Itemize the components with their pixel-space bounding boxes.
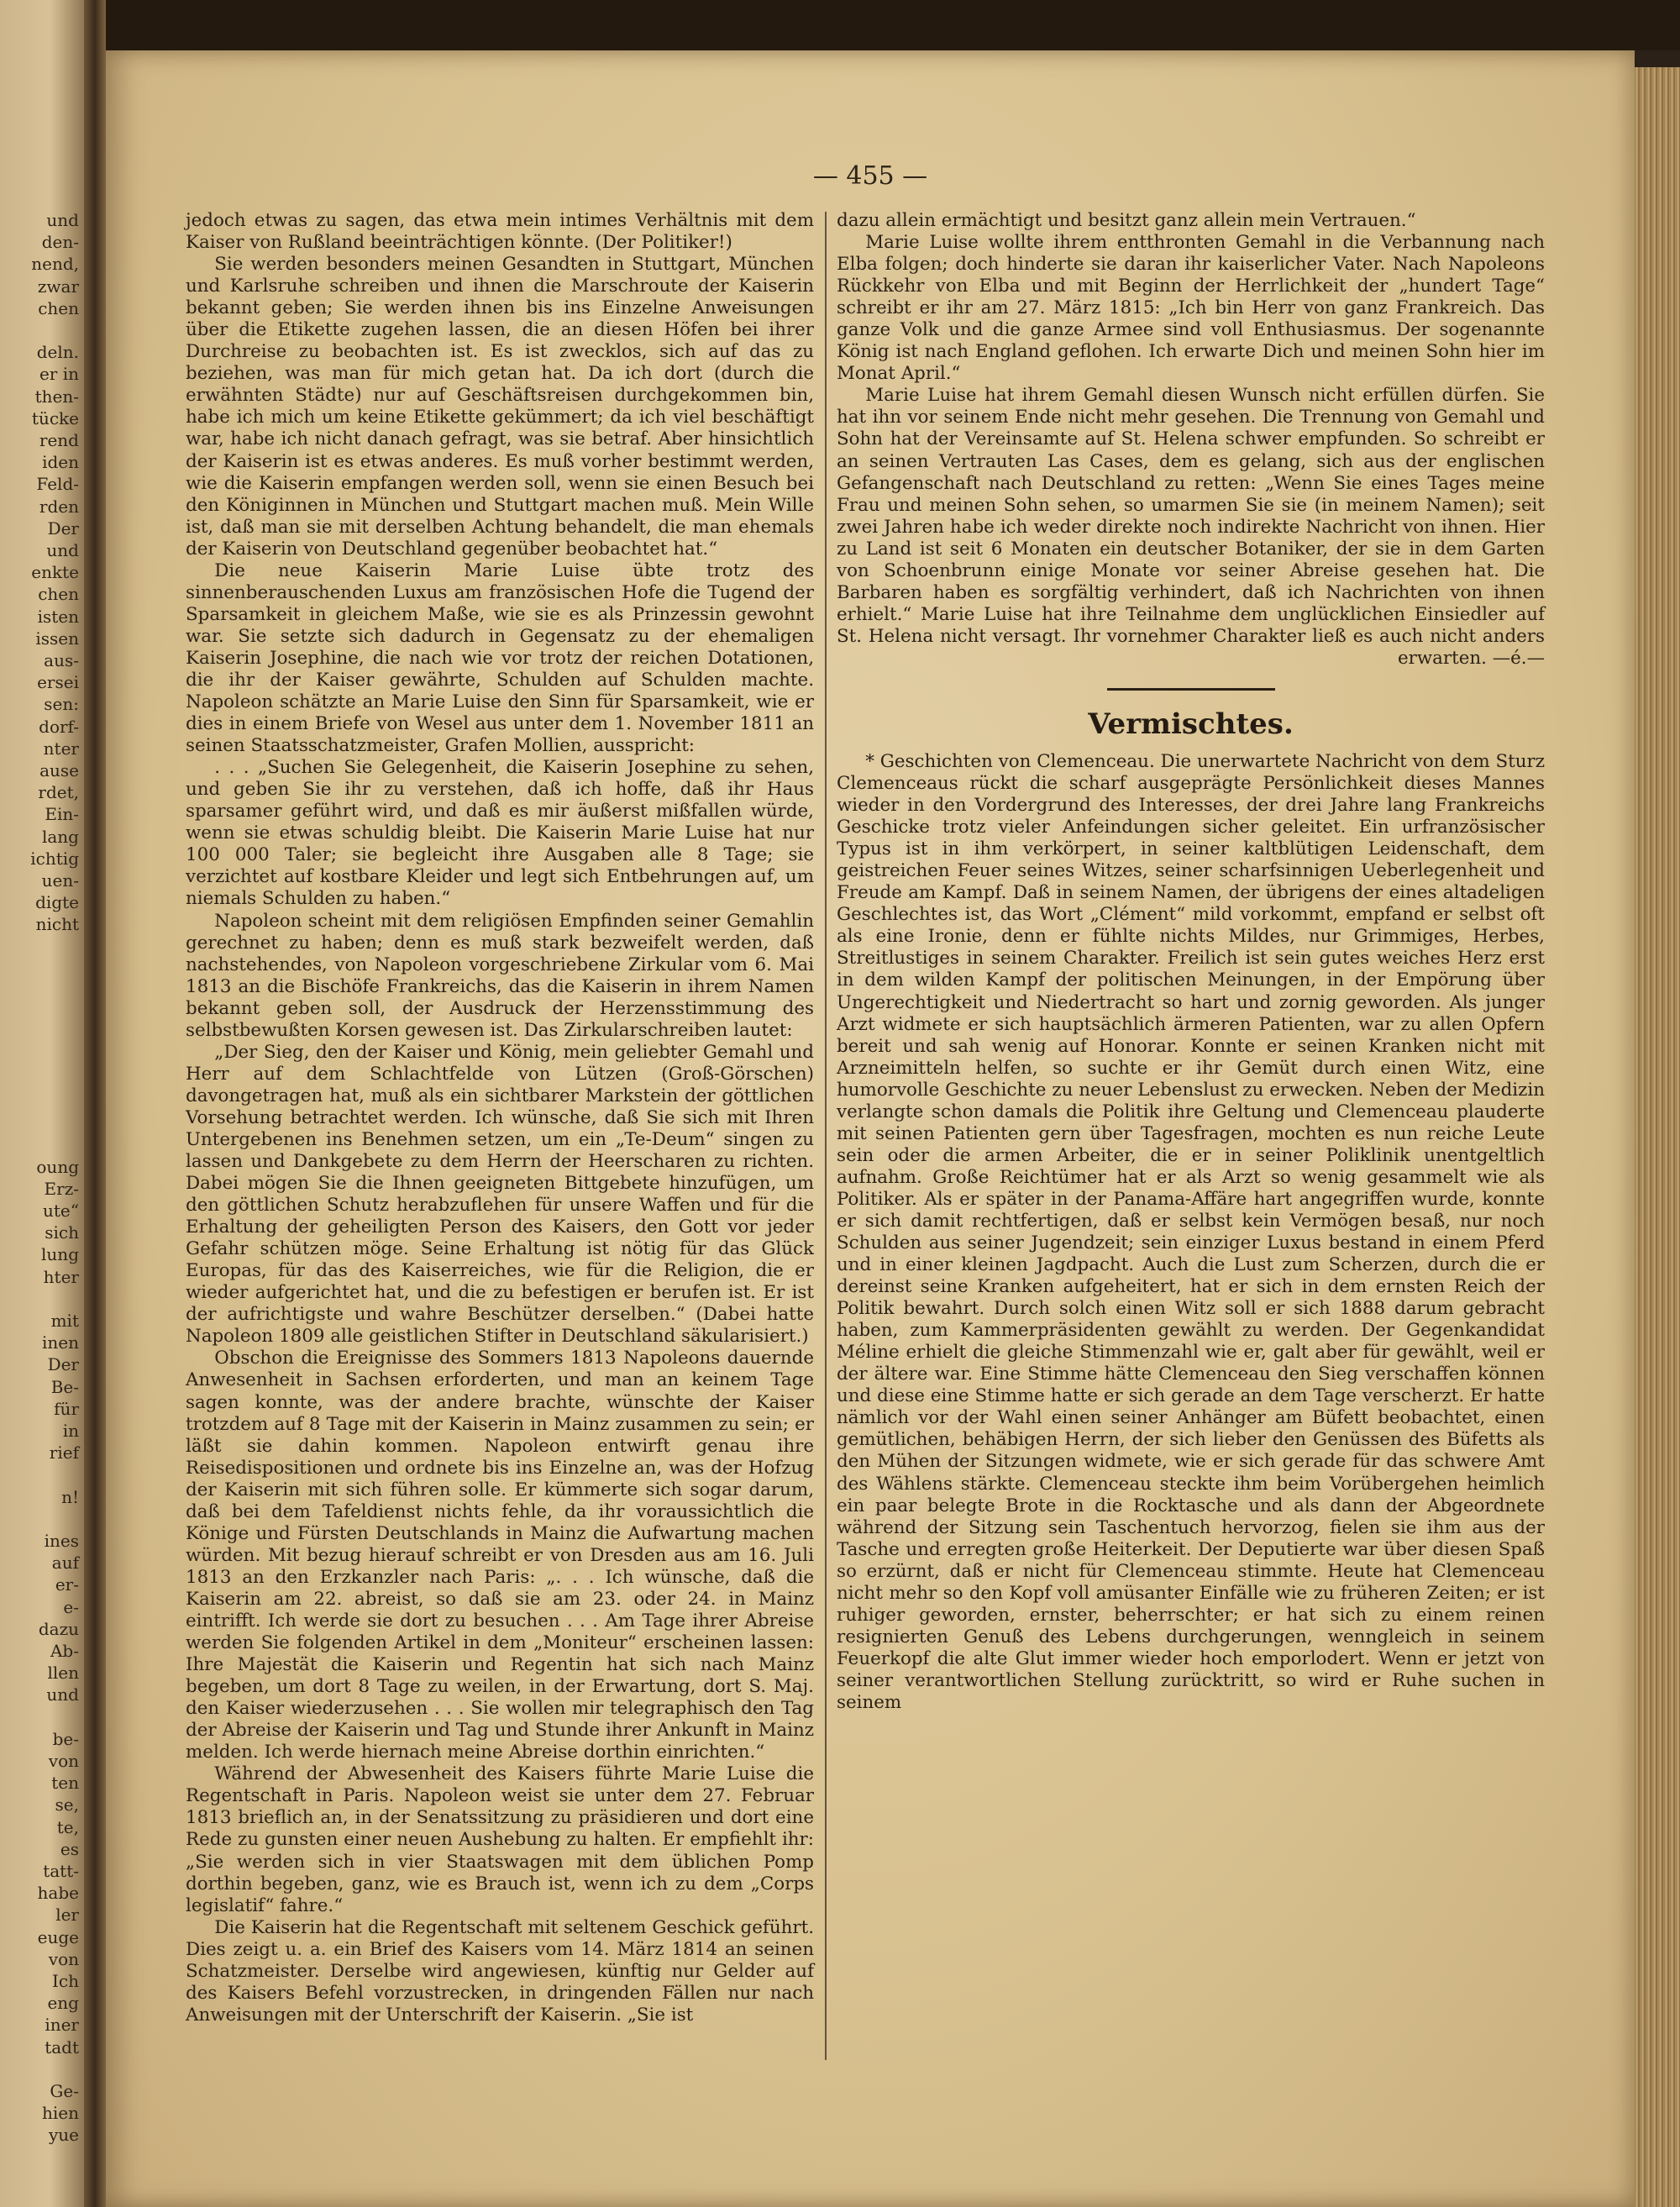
right-column-continuation	[837, 210, 1545, 670]
previous-page-text-fragment: Feld-	[36, 474, 79, 495]
previous-page-text-fragment: iner	[45, 2015, 79, 2036]
previous-page-text-fragment: für	[54, 1398, 79, 1419]
previous-page-text-fragment: chen	[38, 297, 79, 318]
previous-page-text-fragment: enkte	[31, 562, 79, 583]
previous-page-text-fragment: rdet,	[38, 782, 79, 803]
previous-page-text-fragment: ler	[55, 1905, 79, 1926]
previous-page-text-fragment: ines	[44, 1531, 79, 1551]
previous-page-text-fragment: Ab-	[50, 1641, 79, 1661]
clemenceau-article	[837, 751, 1545, 1714]
previous-page-text-fragment: lang	[41, 826, 79, 847]
previous-page-text-fragment: digte	[35, 892, 79, 913]
previous-page-text-fragment: dorf-	[39, 716, 79, 737]
previous-page-text-fragment: rief	[49, 1442, 79, 1463]
previous-page-text-fragment: ten	[51, 1773, 79, 1794]
page	[106, 50, 1635, 2207]
previous-page-text-fragment: tatt-	[43, 1861, 79, 1881]
previous-page-fragment	[0, 0, 84, 2207]
paragraph: „Der Sieg, den der Kaiser und König, mein geliebter Gemahl und Herr auf dem Schlachtfelde von Lützen (Groß-Görschen) davongetragen hat, muß als ein sichtbarer Markstein der göttlichen Vorsehung betrachtet werden. Ich wünsche, daß Sie sich mit Ihren Untergebenen ins Benehmen setzen, um ein „Te-Deum“ singen zu lassen und Dankgebete zu dem Herrn der Heerscharen zu richten. Dabei mögen Sie die Ihnen geeigneten Bittgebete hinzufügen, um den göttlichen Schutz herabzuflehen für unsere Waffen und für die Erhaltung der geheiligten Person des Kaisers, den Gott vor jeder Gefahr schützen möge. Seine Erhaltung ist nötig für das Glück Europas, für das des Kaiserreiches, wie für die Religion, die er wieder aufgerichtet hat, und die zu befestigen er berufen ist. Er ist der aufrichtigste und wahre Beschützer derselben.“ (Dabei hatte Napoleon 1809 alle geistlichen Stifter in Deutschland säkularisiert.)	[186, 1041, 814, 1348]
previous-page-text-fragment: es	[60, 1838, 79, 1859]
previous-page-text-fragment: Be-	[50, 1376, 79, 1397]
previous-page-text-fragment: und	[46, 1684, 79, 1705]
left-column	[186, 210, 814, 2026]
previous-page-text-fragment: hien	[42, 2103, 79, 2124]
previous-page-text-fragment: sich	[45, 1222, 79, 1243]
previous-page-text-fragment: inen	[42, 1332, 79, 1353]
paragraph: jedoch etwas zu sagen, das etwa mein intimes Verhältnis mit dem Kaiser von Rußland beeinträchtigen könnte. (Der Politiker!)	[186, 210, 814, 254]
previous-page-text-fragment: tadt	[45, 2036, 79, 2057]
previous-page-text-fragment: e-	[63, 1596, 79, 1617]
previous-page-text-fragment: yue	[48, 2125, 79, 2146]
previous-page-text-fragment: nicht	[35, 914, 79, 935]
previous-page-text-fragment: be-	[52, 1728, 79, 1749]
previous-page-text-fragment: Ich	[52, 1971, 79, 1991]
paragraph: Napoleon scheint mit dem religiösen Empfinden seiner Gemahlin gerechnet zu haben; denn es muß stark bezweifelt werden, daß nachstehendes, von Napoleon vorgeschriebene Zirkular vom 6. Mai 1813 an die Bischöfe Frankreichs, das die Kaiserin in ihrem Namen bekannt geben soll, der Ausdruck der Herzensstimmung des selbstbewußten Korsen gewesen ist. Das Zirkularschreiben lautet:	[186, 910, 814, 1041]
previous-page-text-fragment: chen	[38, 584, 79, 605]
paragraph: * Geschichten von Clemenceau. Die unerwartete Nachricht von dem Sturz Clemenceaus rückt die scharf ausgeprägte Persönlichkeit dieses Mannes wieder in den Vordergrund des Interesses, der drei Jahre lang Frankreichs Geschicke trotz vieler Anfeindungen sicher geleitet. Ein urfranzösischer Typus ist in ihm verkörpert, in seiner kaltblütigen Leidenschaft, dem geistreichen Feuer seines Witzes, seiner scharfsinnigen Ueberlegenheit und Freude am Kampf. Daß in seinem Namen, der übrigens der eines altadeligen Geschlechtes ist, das Wort „Clément“ mild vorkommt, empfand er selbst oft als eine Ironie, denn er fühlte nichts Mildes, nur Grimmiges, Herbes, Streitlustiges in seinem Charakter. Freilich ist sein gutes weiches Herz erst in dem wilden Kampf der politischen Meinungen, in der Empörung über Ungerechtigkeit und Niedertracht so hart und zornig geworden. Als junger Arzt widmete er sich hauptsächlich ärmeren Patienten, war zu allen Opfern bereit und sah wenig auf Honorar. Konnte er seinen Kranken nicht mit Arzneimitteln helfen, so suchte er ihr Gemüt durch einen Witz, eine humorvolle Geschichte zu neuer Lebenslust zu erwecken. Neben der Medizin verlangte schon damals die Politik ihre Geltung und Clemenceau plauderte mit seinen Patienten gern über Tagesfragen, mochten es nun reiche Leute sein oder die armen Arbeiter, die er in seiner Poliklinik unentgeltlich aufnahm. Große Reichtümer hat er als Arzt so wenig gesammelt wie als Politiker. Als er später in der Panama-Affäre hart angegriffen wurde, konnte er sich damit rechtfertigen, daß er selbst kein Vermögen besaß, nur noch Schulden aus seiner Jugendzeit; sein einziger Luxus bestand in einem Pferd und in einer kleinen Jagdpacht. Auch die Lust zum Scherzen, durch die er dereinst seine Kranken aufgeheitert, hat er sich in dem ernsten Reich der Politik bewahrt. Durch solch einen Witz soll er sich 1888 darum gebracht haben, zum Kammerpräsidenten gewählt zu werden. Der Gegenkandidat Méline erhielt die gleiche Stimmenzahl wie er, galt aber für gewählt, weil er der ältere war. Eine Stimme hätte Clemenceau den Sieg verschaffen können und diese eine Stimme hatte er sich gerade an dem Tage verscherzt. Er hatte nämlich vor der Wahl einen seiner Anhänger am Büfett beobachtet, einen gemütlichen, behäbigen Herrn, der sich lieber den Genüssen des Büfetts als den Mühen der Sitzungen widmete, wie er sich gerade für das schwere Amt des Wählens stärkte. Clemenceau steckte ihm beim Vorübergehen heimlich ein paar belegte Brote in die Rocktasche und als dann der Abgeordnete während der Sitzung sein Taschentuch hervorzog, fielen sie ihm aus der Tasche und erregten große Heiterkeit. Der Deputierte war über diesen Spaß so erzürnt, daß er nicht für Clemenceau stimmte. Heute hat Clemenceau nicht mehr so den Kopf voll amüsanter Einfälle wie zu früheren Zeiten; er ist ruhiger geworden, ernster, beherrschter; er hat sich zu einem reinen resignierten Genuß des Lebens durchgerungen, wenngleich in seinem Feuerkopf die alte Glut immer wieder hoch emporlodert. Wenn er jetzt von seiner verantwortlichen Stellung zurücktritt, so wird er Ruhe suchen in seinem	[837, 750, 1545, 1713]
previous-page-text-fragment: n!	[61, 1486, 79, 1507]
previous-page-text-fragment: then-	[34, 386, 79, 407]
previous-page-text-fragment: uen-	[41, 870, 79, 891]
previous-page-text-fragment: lung	[41, 1244, 79, 1265]
previous-page-text-fragment: er-	[55, 1574, 79, 1595]
previous-page-text-fragment: sen:	[44, 694, 79, 715]
previous-page-text-fragment: ichtig	[30, 848, 79, 869]
previous-page-text-fragment: und	[46, 540, 79, 560]
previous-page-text-fragment: ute“	[43, 1201, 79, 1221]
previous-page-text-fragment: llen	[47, 1663, 79, 1684]
previous-page-text-fragment: den-	[41, 232, 79, 253]
previous-page-text-fragment: euge	[37, 1926, 79, 1947]
previous-page-text-fragment: habe	[37, 1883, 79, 1904]
previous-page-text-fragment: iden	[42, 452, 79, 473]
previous-page-text-fragment: von	[48, 1751, 79, 1771]
previous-page-text-fragment: aus-	[44, 650, 79, 670]
previous-page-text-fragment: und	[46, 210, 79, 230]
previous-page-text-fragment: Der	[47, 518, 79, 539]
book-gutter	[84, 0, 106, 2207]
previous-page-text-fragment: te,	[56, 1816, 79, 1837]
paragraph: Die Kaiserin hat die Regentschaft mit seltenem Geschick geführt. Dies zeigt u. a. ein Brief des Kaisers vom 14. März 1814 an seinen Schatzmeister. Derselbe wird angewiesen, künftig nur Gelder auf des Kaisers Befehl vorzustrecken, in dringenden Fällen nur nach Anweisungen mit der Unterschrift der Kaiserin. „Sie ist	[186, 1916, 814, 2026]
paragraph: dazu allein ermächtigt und besitzt ganz allein mein Vertrauen.“	[837, 210, 1416, 231]
previous-page-text-fragment: zwar	[37, 276, 79, 297]
previous-page-text-fragment: ause	[39, 760, 79, 780]
previous-page-text-fragment: rden	[39, 496, 79, 517]
previous-page-text-fragment: nter	[43, 738, 79, 759]
paragraph: Sie werden besonders meinen Gesandten in Stuttgart, München und Karlsruhe schreiben und ihnen die Marschroute der Kaiserin bekannt geben; Sie werden ihnen bis ins Einzelne Anweisungen über die Etikette zugehen lassen, die an diesen Höfen bei ihrer Durchreise zu beobachten ist. Es ist zwecklos, sich auf das zu beziehen, was man für mich getan hat. Da ich dort (durch die erwähnten Städte) nur auf Geschäftsreisen durchgekommen bin, habe ich mich um keine Etikette gekümmert; da ich viel beschäftigt war, habe ich nicht danach gefragt, was sie betraf. Aber hinsichtlich der Kaiserin ist es etwas anderes. Es muß vorher bestimmt werden, wie die Kaiserin empfangen werden soll, wenn sie einen Besuch bei den Königinnen in München und Stuttgart machen muß. Mein Wille ist, daß man sie mit derselben Achtung behandelt, die man ehemals der Kaiserin von Deutschland gegenüber beobachtet hat.“	[186, 254, 814, 560]
previous-page-text-fragment: isten	[37, 606, 79, 627]
previous-page-text-fragment: in	[62, 1421, 79, 1441]
previous-page-text-fragment: deln.	[36, 342, 79, 363]
previous-page-text-fragment: nend,	[31, 254, 79, 275]
page-block-edges	[1635, 67, 1680, 2207]
paragraph: Obschon die Ereignisse des Sommers 1813 Napoleons dauernde Anwesenheit in Sachsen erforderten, und man an keinem Tage sagen konnte, was der andere brachte, wünschte der Kaiser trotzdem auf 8 Tage mit der Kaiserin in Mainz zusammen zu sein; er läßt sie dahin kommen. Napoleon entwirft genau ihre Reisedispositionen und ordnete bis ins Einzelne an, was der Hofzug der Kaiserin mit sich führen solle. Er kümmerte sich sogar darum, daß bei dem Tafeldienst nichts fehle, da ihr voraussichtlich die Könige und Fürsten Deutschlands in Mainz die Aufwartung machen würden. Mit bezug hierauf schreibt er von Dresden aus am 16. Juli 1813 an den Erzkanzler nach Paris: „. . . Ich wünsche, daß die Kaiserin am 22. abreist, so daß sie am 23. oder 24. in Mainz eintrifft. Ich werde sie dort zu besuchen . . . Am Tage ihrer Abreise werden Sie folgenden Artikel in dem „Moniteur“ erscheinen lassen: Ihre Majestät die Kaiserin und Regentin hat sich nach Mainz begeben, um dort 8 Tage zu weilen, in der Erwartung, dort S. Maj. den Kaiser wiederzusehen . . . Sie wollen mir telegraphisch den Tag der Abreise der Kaiserin und Tag und Stunde ihrer Ankunft in Mainz melden. Ich werde hiernach meine Abreise dorthin einrichten.“	[186, 1348, 814, 1763]
previous-page-text-fragment: auf	[51, 1553, 79, 1574]
previous-page-text-fragment: oung	[36, 1156, 79, 1177]
previous-page-text-fragment: se,	[55, 1795, 79, 1816]
previous-page-text-fragment: Der	[47, 1354, 79, 1375]
section-title: Vermischtes.	[1088, 707, 1294, 741]
previous-page-text-fragment: Erz-	[44, 1178, 79, 1199]
previous-page-text-fragment: ersei	[37, 672, 79, 693]
scan-background-top	[106, 0, 1680, 50]
paragraph: Marie Luise hat ihrem Gemahl diesen Wunsch nicht erfüllen dürfen. Sie hat ihn vor seinem Ende nicht mehr gesehen. Die Trennung von Gemahl und Sohn hat der Vereinsamte auf St. Helena schwer empfunden. So schreibt er an seinen Vertrauten Las Cases, dem es gelang, sich aus der englischen Gefangenschaft nach Deutschland zu retten: „Wenn Sie eines Tages meine Frau und meinen Sohn sehen, so umarmen Sie sie (in meinem Namen); seit zwei Jahren habe ich weder direkte noch indirekte Nachricht von ihnen. Hier zu Land ist seit 6 Monaten ein deutscher Botaniker, der sie in dem Garten von Schoenbrunn einige Monate vor seiner Abreise gesehen hat. Die Barbaren haben es sorgfältig verhindert, daß ich Nachrichten von ihnen erhielt.“ Marie Luise hat ihre Teilnahme dem unglücklichen Einsiedler auf St. Helena nicht versagt. Ihr vornehmer Charakter ließ es auch nicht anders erwarten. —é.—	[837, 385, 1545, 669]
previous-page-text-fragment: hter	[43, 1266, 79, 1287]
previous-page-text-fragment: er in	[39, 364, 79, 385]
paragraph: Die neue Kaiserin Marie Luise übte trotz des sinnenberauschenden Luxus am französischen Hofe die Tugend der Sparsamkeit in gleichem Maße, wie sie es als Prinzessin gewohnt war. Sie setzte sich dadurch in Gegensatz zu der ehemaligen Kaiserin Josephine, die nach wie vor trotz der reichen Dotationen, die ihr der Kaiser gewährte, Schulden auf Schulden machte. Napoleon schätzte an Marie Luise den Sinn für Sparsamkeit, wie er dies in einem Briefe von Wesel aus unter dem 1. November 1811 an seinen Staatsschatzmeister, Grafen Mollien, ausspricht:	[186, 560, 814, 757]
page-number: — 455 —	[812, 161, 928, 191]
previous-page-text-fragment: von	[48, 1948, 79, 1969]
paragraph: Während der Abwesenheit des Kaisers führte Marie Luise die Regentschaft in Paris. Napoleon weist sie unter dem 27. Februar 1813 brieflich an, in der Senatssitzung zu präsidieren und dort eine Rede zu gunsten einer neuen Aushebung zu halten. Er empfiehlt ihr: „Sie werden sich in vier Staatswagen mit dem üblichen Pomp dorthin begeben, ganz, wie es Brauch ist, wenn ich zu dem „Corps legislatif“ fahre.“	[186, 1763, 814, 1916]
paragraph: Marie Luise wollte ihrem entthronten Gemahl in die Verbannung nach Elba folgen; doch hinderte sie daran ihr kaiserlicher Vater. Nach Napoleons Rückkehr von Elba und mit Beginn der Herrlichkeit der „hundert Tage“ schreibt er ihr am 27. März 1815: „Ich bin Herr von ganz Frankreich. Das ganze Volk und die ganze Armee sind voll Enthusiasmus. Der sogenannte König ist nach England geflohen. Ich erwarte Dich und meinen Sohn hier im Monat April.“	[837, 232, 1545, 385]
right-column	[837, 210, 1545, 1714]
previous-page-text-fragment: Ge-	[50, 2081, 79, 2101]
previous-page-text-fragment: issen	[35, 628, 79, 649]
article-end-rule	[1107, 688, 1275, 691]
previous-page-text-fragment: Ein-	[45, 804, 79, 825]
previous-page-text-fragment: dazu	[38, 1618, 79, 1639]
previous-page-text-fragment: mit	[50, 1311, 79, 1331]
previous-page-text-fragment: tücke	[31, 407, 79, 428]
paragraph: . . . „Suchen Sie Gelegenheit, die Kaiserin Josephine zu sehen, und geben Sie ihr zu verstehen, daß ich hoffe, daß ihr Haus sparsamer geführt wird, und daß es mir äußerst mißfallen würde, wenn sie etwas schuldig bleibt. Die Kaiserin Marie Luise hat nur 100 000 Taler; sie begleicht ihre Ausgaben alle 8 Tage; sie verzichtet auf kostbare Kleider und legt sich Entbehrungen auf, um niemals Schulden zu haben.“	[186, 757, 814, 910]
previous-page-text-fragment: rend	[39, 430, 79, 450]
previous-page-text-fragment: eng	[47, 1993, 79, 2014]
column-divider	[825, 212, 827, 2060]
